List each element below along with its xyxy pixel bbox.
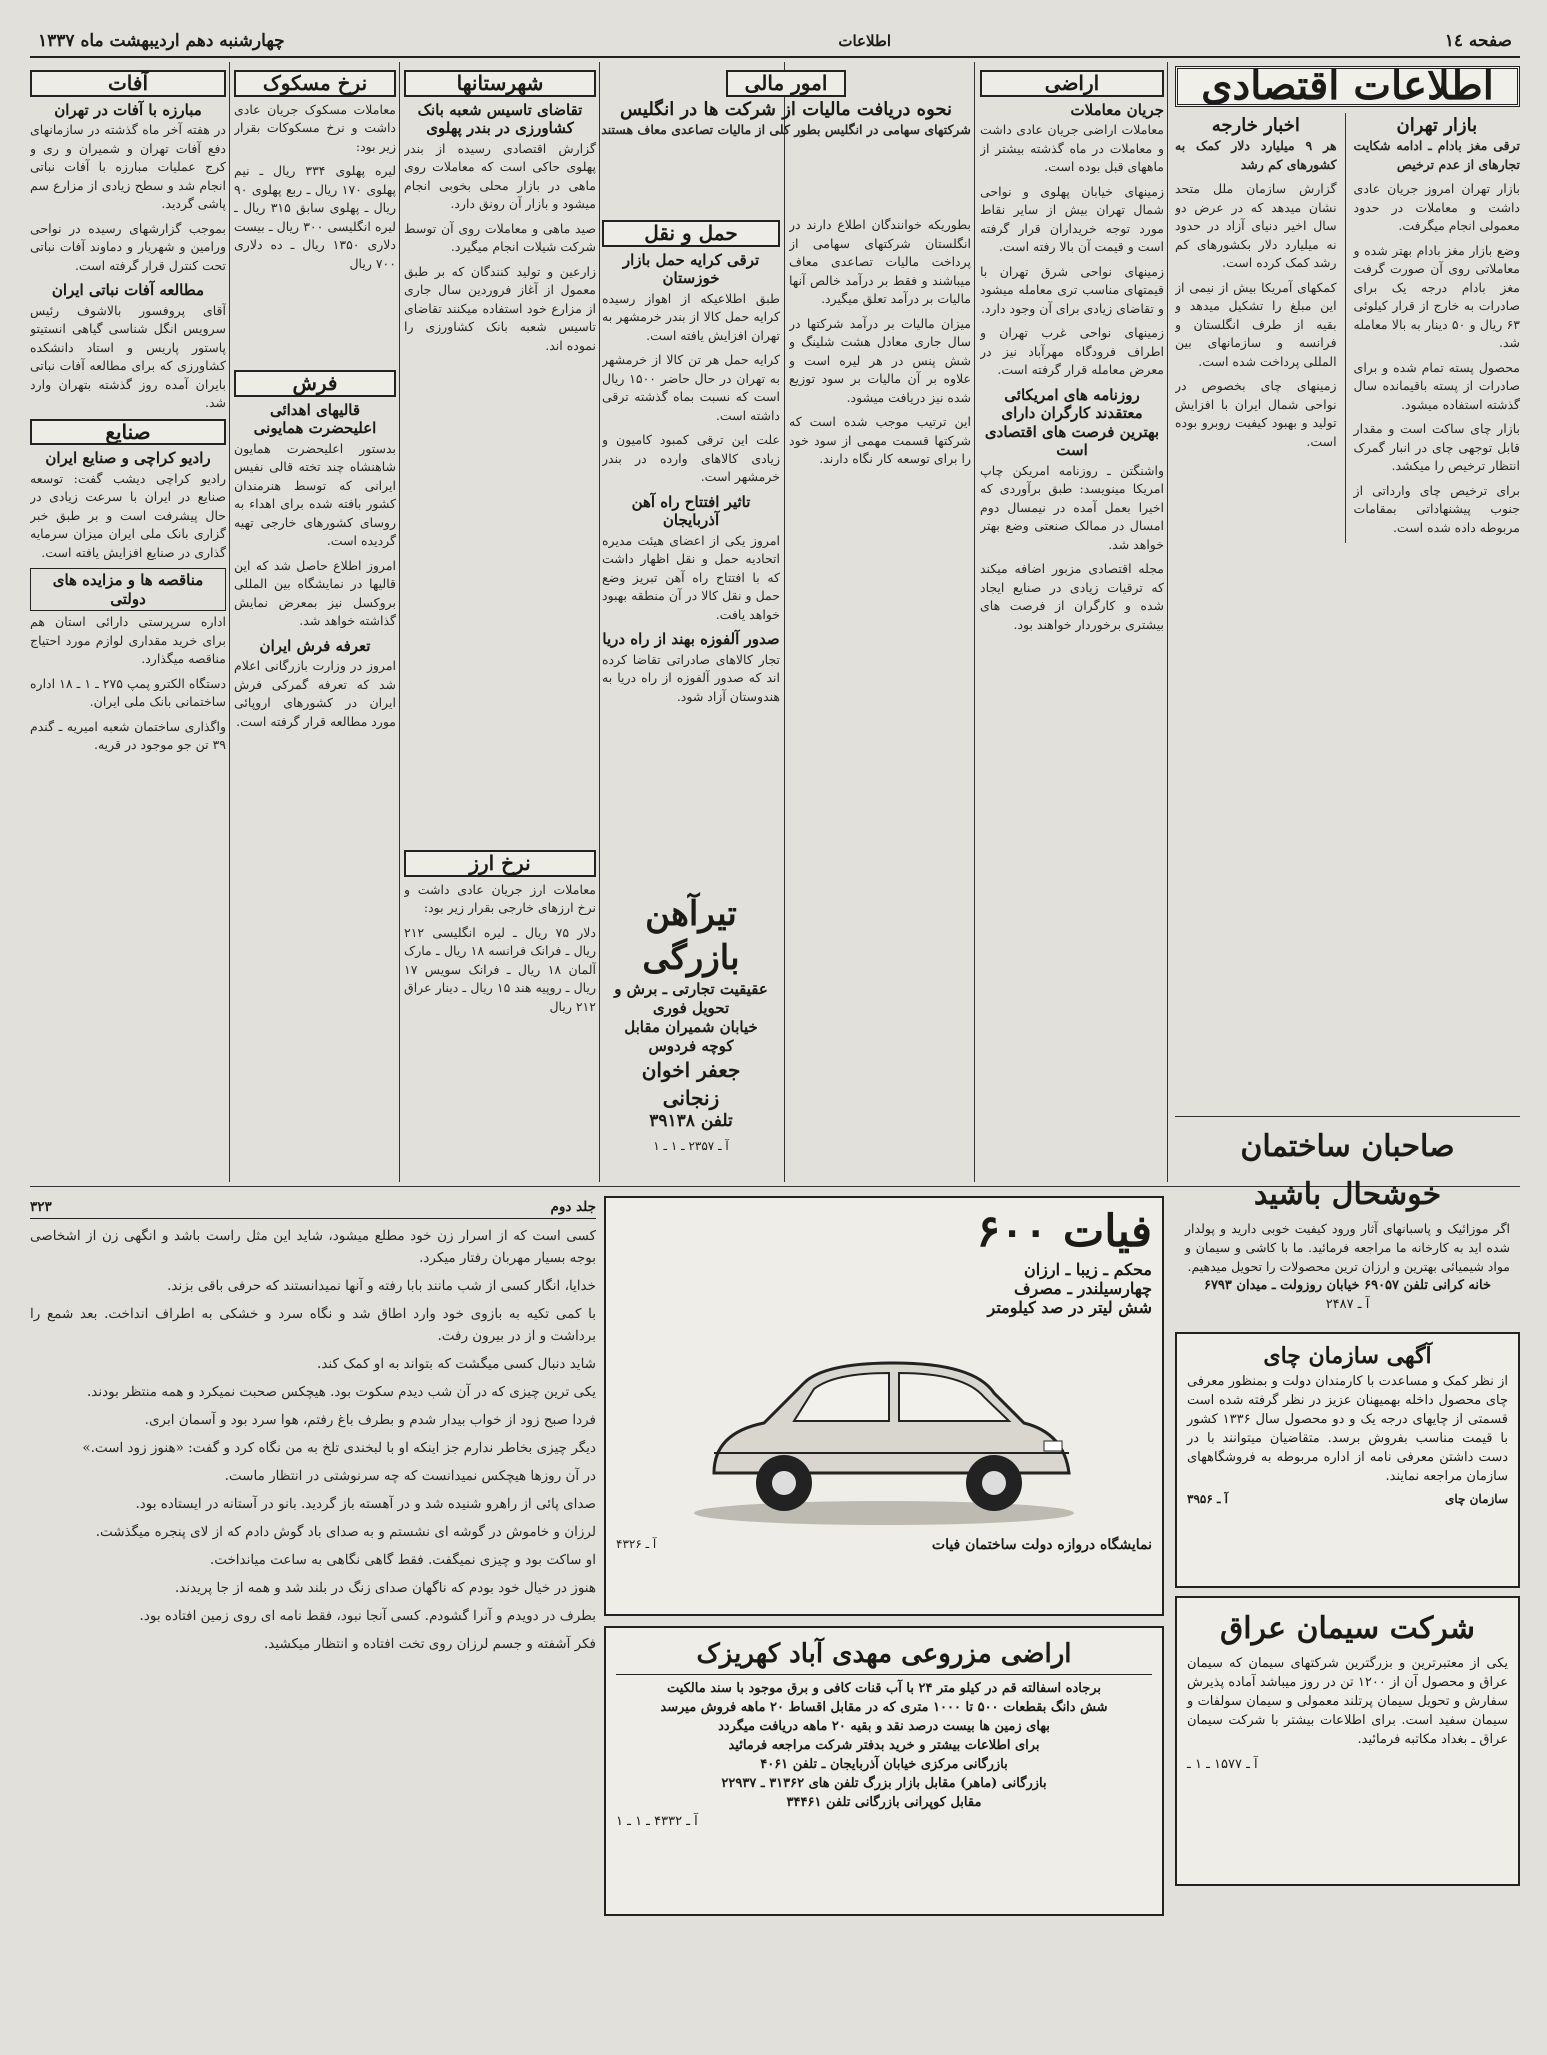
pests-p3: آقای پروفسور بالاشوف رئیس سرویس انگل شناسی گیاهی انستیتو پاستور پاریس و استاد دانشکده کشاورزی که برای مطالعه آفات نباتی بایران آمده روز گذشته بتهران وارد شد. [30, 302, 226, 410]
us-report-p2: مجله اقتصادی مزبور اضافه میکند که ترقیات زیادی در صنایع ایجاد شده و کارگران از فرصت های بیشتری برخوردار خواهند بود. [980, 561, 1164, 632]
economic-section [1175, 66, 1520, 1116]
pests-p1: در هفته آخر ماه گذشته در سازمانهای دفع آفات تهران و شمیران و ری و کرج عملیات مبارزه با آفات نباتی انجام شد و سطح زیادی از مزارع سم پاشی گردید. [30, 122, 226, 211]
steel-ad-serial: آ ـ ۲۳۵۷ ـ ۱ ـ ۱ [653, 1139, 729, 1153]
mahdiabad-ad-line1: برجاده اسفالته قم در کیلو متر ۲۴ با آب قنات کافی و برق موجود با سند مالکیت [666, 1681, 1102, 1696]
coin-p1: معاملات مسکوک جریان عادی داشت و نرخ مسکوکات بقرار زیر بود: [234, 101, 396, 154]
carpet-p1: بدستور اعلیحضرت همایون شاهنشاه چند تخته قالی نفیس ایرانی که توسط هنرمندان کشور بافته شده برای اهداء به روسای کشورهای خارجی تهیه گردیده است. [234, 440, 396, 548]
cement-ad-title: شرکت سیمان عراق [1219, 1611, 1476, 1646]
exchange-title: نرخ ارز [404, 850, 596, 877]
provinces-p1: گزارش اقتصادی رسیده از بندر پهلوی حاکی است که معاملات روی ماهی در بازار محلی بخوبی انجام میشود و بازار آن رونق دارد. [404, 140, 596, 211]
story-p2: خدایا، انگار کسی از شب مانند بابا رفته و آنها نمیدانستند که حرفی باقی بزند. [167, 1278, 596, 1294]
foreign-news-title: اخبار خارجه [1211, 114, 1300, 136]
builders-ad-title: صاحبان ساختمان خوشحال باشید [1240, 1129, 1455, 1212]
steel-ad-title: تیرآهن بازرگی [642, 894, 740, 978]
steel-ad-line1: عقیقیت تجارتی ـ برش و تحویل فوری [614, 980, 768, 1017]
foreign-news-p1: گزارش سازمان ملل متحد نشان میدهد که در عرض دو سال اخیر دنیای آزاد در حدود نه میلیارد دلار بکشورهای کم رشد کمک کرده است. [1175, 181, 1337, 270]
carpet-sub: قالیهای اهدائی اعلیحضرت همایونی [253, 400, 377, 437]
transport-sub2: تاثیر افتتاح راه آهن آذربایجان [631, 492, 751, 529]
cement-ad [1175, 1596, 1520, 1886]
mahdiabad-ad-line3: بهای زمین ها بیست درصد نقد و بقیه ۲۰ ماهه دریافت میگردد [718, 1719, 1050, 1734]
tea-ad-text: از نظر کمک و مساعدت با کارمندان دولت و بمنظور معرفی چای محصول داخله بهمیهنان عزیز در نظر گرفته شده است قسمتی از چایهای درجه یک و دو محصول سال ۱۳۳۶ کشور با قیمت مناسب بفروش برسد. متقاضیان میتوانند با در دست داشتن معرفی نامه از اداره مربوطه به فروشگاههای سازمان مراجعه نمایند. [1187, 1374, 1509, 1484]
carpet-section [234, 366, 396, 1176]
story-volume: جلد دوم [550, 1199, 596, 1215]
mahdiabad-land-ad [604, 1626, 1164, 1916]
exchange-p2: دلار ۷۵ ریال ـ لیره انگلیسی ۲۱۲ ریال ـ فرانک فرانسه ۱۸ ریال ـ مارک آلمان ۱۸ ریال ـ فرانک سویس ۱۷ ریال ـ روپیه هند ۱۵ ریال ـ دینار عراق ۲۱۲ ریال [404, 924, 596, 1014]
carpet-p3: امروز در وزارت بازرگانی اعلام شد که تعرفه گمرکی فرش ایران در کشورهای اروپائی مورد مطالعه قرار گرفته است. [234, 658, 396, 729]
provinces-p2: صید ماهی و معاملات روی آن توسط شرکت شیلات انجام میگیرد. [404, 220, 596, 254]
transport-p2: کرایه حمل هر تن کالا از خرمشهر به تهران در حال حاضر ۱۵۰۰ ریال است که نسبت بماه گذشته ترقی داشته است. [602, 352, 780, 423]
provinces-p3: زارعین و تولید کنندگان که بر طبق معمول از آغاز فروردین سال جاری از مزارع خود استفاده میکنند تقاضای تاسیس شعبه بانک کشاورزی را نموده اند. [404, 263, 596, 353]
finance-p2: میزان مالیات بر درآمد شرکتها در سال جاری معادل هشت شلینگ و شش پنس در هر لیره است و علاوه بر آن مالیات بر سود توزیع شده نیز دریافت میشود. [789, 315, 971, 405]
mahdiabad-ad-serial: آ ـ ۴۳۳۲ ـ ۱ ـ ۱ [616, 1814, 698, 1829]
lands-p4: زمینهای نواحی غرب تهران و اطراف فرودگاه مهرآباد نیز در معرض معامله قرار گرفته است. [980, 325, 1164, 377]
pests-sub: مبارزه با آفات در تهران [54, 100, 202, 119]
foreign-news-p2: کمکهای آمریکا بیش از نیمی از این مبلغ را تشکیل میدهد و بقیه از طرف انگلستان و فرانسه و سازمانهای بین المللی پرداخت شده است. [1175, 279, 1337, 369]
tehran-market-p3: محصول پسته تمام شده و برای صادرات از پسته باقیمانده سال گذشته استفاده میشود. [1353, 359, 1520, 412]
story-page-number: ٣٢٣ [30, 1199, 52, 1215]
builders-ad-serial: آ ـ ۲۴۸۷ [1325, 1297, 1370, 1312]
industry-p1: رادیو کراچی دیشب گفت: توسعه صنایع در ایران با سرعت زیادی در حال پیشرفت است و بر طبق خبر گزاری بانک ملی ایران میزان سرمایه گذاری در صنایع افزایش یافته است. [30, 470, 226, 560]
story-p5: یکی ترین چیزی که در آن شب دیدم سکوت بود. هیچکس صحبت نمیکرد و همه منتظر بودند. [86, 1384, 596, 1400]
story-p14: فکر آشفته و جسم لرزان روی تخت افتاده و انتظار میکشید. [264, 1636, 596, 1652]
steel-ad-line2: خیابان شمیران مقابل کوچه فردوس [624, 1018, 758, 1055]
serial-story [30, 1196, 596, 1916]
page-header [30, 26, 1520, 58]
steel-ad-line3: جعفر اخوان زنجانی [641, 1058, 741, 1110]
fiat-ad-line2: چهارسیلندر ـ مصرف [1013, 1279, 1152, 1298]
tea-ad [1175, 1332, 1520, 1588]
story-p12: هنوز در خیال خود بودم که ناگهان صدای زنگ در بلند شد و همه از جا پریدند. [175, 1580, 596, 1596]
steel-ad-phone: تلفن ۳۹۱۳۸ [649, 1111, 733, 1131]
industry-title: صنایع [30, 419, 226, 446]
exchange-p1: معاملات ارز جریان عادی داشت و نرخ ارزهای خارجی بقرار زیر بود: [404, 881, 596, 915]
exchange-section [404, 846, 596, 1176]
story-p8: در آن روزها هیچکس نمیدانست که چه سرنوشتی در انتظار ماست. [224, 1468, 596, 1484]
tea-ad-serial: آ ـ ۳۹۵۶ [1187, 1492, 1228, 1506]
story-p10: لرزان و خاموش در گوشه ای نشستم و به صدای باد گوش دادم که از لای پنجره میگذشت. [95, 1524, 596, 1540]
tea-ad-footer [1187, 1492, 1508, 1506]
fiat-ad-brand: فیات ۶۰۰ [976, 1206, 1152, 1257]
page-number: صفحه ١٤ [1444, 31, 1512, 51]
builders-ad [1175, 1116, 1520, 1326]
finance-sub: شرکتهای سهامی در انگلیس بطور کلی از مالیات تصاعدی معاف هستند [601, 122, 971, 137]
cement-ad-serial: آ ـ ۱۵۷۷ ـ ۱ ـ [1187, 1757, 1258, 1772]
builders-ad-text: اگر موزائیک و پاسبانهای آثار ورود کیفیت خوبی دارید و پولدار شده اید به کارخانه ما مراجعه فرمائید. ما با کاشی و سیمان و مواد شیمیائی بهترین و ارزان ترین محصولات را تحویل میدهیم. [1185, 1221, 1510, 1274]
transport-sub3: صدور آلفوزه بهند از راه دریا [602, 630, 780, 648]
us-report-p1: واشنگتن ـ روزنامه امریکن چاپ امریکا مینویسد: طبق برآوردی که اخیرا بعمل آمده در نیمسال دوم امسال در ممالک صنعتی وضع بهتر خواهد شد. [980, 462, 1164, 552]
pests-title: آفات [30, 70, 226, 97]
fiat-ad-foot-text: نمایشگاه دروازه دولت ساختمان فیات [931, 1537, 1152, 1553]
carpet-title: فرش [234, 370, 396, 397]
coin-section [234, 66, 396, 366]
tehran-market-p2: وضع بازار مغز بادام بهتر شده و معاملاتی روی آن صورت گرفت مغز بادام درجه یک برای صادرات به خارج از قرار کیلوئی ۶۳ ریال و ۵۰ دینار به بالا معامله شد. [1353, 242, 1520, 350]
story-p4: شاید دنبال کسی میگشت که بتواند به او کمک کند. [317, 1356, 596, 1372]
fiat-car-illustration [674, 1323, 1094, 1533]
steel-beam-ad [602, 886, 780, 1176]
fiat-ad [604, 1196, 1164, 1616]
pests-p2: بموجب گزارشهای رسیده در نواحی ورامین و شهریار و دماوند آفات نباتی تحت کنترل قرار گرفته است. [30, 220, 226, 273]
cement-ad-text: یکی از معتبرترین و بزرگترین شرکتهای سیمان که سیمان عراق و محصول آن از ۱۲۰۰ تن در روز میباشد آماده پذیرش سفارش و تحویل سیمان پرتلند معمولی و سیمان سولفات و سیمان سفید است. برای اطلاعات بیشتر با شرکت سیمان عراق ـ بغداد مکاتبه فرمائید. [1187, 1656, 1508, 1747]
tender-p1: اداره سرپرستی دارائی استان هم برای خرید مقداری لوازم مورد احتیاج مناقصه میگذارد. [30, 614, 226, 666]
tender-title: مناقصه ها و مزایده های دولتی [30, 568, 226, 611]
mahdiabad-ad-line2: شش دانگ بقطعات ۵۰۰ تا ۱۰۰۰ متری که در مقابل اقساط ۲۰ ماهه فروش میرسد [660, 1700, 1108, 1715]
fiat-ad-footer [616, 1537, 1152, 1553]
newspaper-page [30, 26, 1520, 2036]
transport-p1: طبق اطلاعیکه از اهواز رسیده کرایه حمل کالا از بندر خرمشهر به تهران افزایش یافته است. [602, 290, 780, 343]
mahdiabad-ad-line4: برای اطلاعات بیشتر و خرید بدفتر شرکت مراجعه فرمائید [728, 1738, 1040, 1753]
lands-p2: زمینهای خیابان پهلوی و نواحی شمال تهران بیش از سایر نقاط مورد توجه خریداران قرار گرفته است و قیمت آن بالا رفته است. [980, 183, 1164, 254]
carpet-p2: امروز اطلاع حاصل شد که این قالیها در نمایشگاه بین المللی بروکسل نیز بمعرض نمایش گذاشته خواهد شد. [234, 557, 396, 628]
mahdiabad-ad-title: اراضی مزروعی مهدی آباد کهریزک [616, 1634, 1152, 1675]
foreign-news-sub: هر ۹ میلیارد دلار کمک به کشورهای کم رشد [1175, 138, 1337, 172]
mahdiabad-ad-line7: مقابل کوپرانی بازرگانی تلفن ۳۴۴۶۱ [786, 1795, 982, 1810]
transport-p3: علت این ترقی کمبود کامیون و زیادی کالاهای وارده در بندر خرمشهر است. [602, 432, 780, 484]
foreign-news-p3: زمینهای چای بخصوص در نواحی شمال ایران با افزایش تولید و بهبود کیفیت روبرو بوده است. [1175, 378, 1337, 449]
mahdiabad-ad-line5: بازرگانی مرکزی خیابان آذربایجان ـ تلفن ۴۰۶۱ [760, 1757, 1008, 1772]
provinces-section [404, 66, 596, 846]
finance-section [601, 66, 971, 216]
mahdiabad-ad-line6: بازرگانی (ماهر) مقابل بازار بزرگ تلفن های ۳۱۳۶۲ ـ ۲۲۹۳۷ [721, 1776, 1047, 1791]
fiat-ad-line3: شش لیتر در صد کیلومتر [987, 1298, 1152, 1317]
carpet-sub2: تعرفه فرش ایران [259, 636, 371, 655]
finance-title: امور مالی [726, 70, 846, 97]
lands-sub: جریان معاملات [1070, 100, 1164, 119]
transport-section [602, 216, 780, 871]
issue-date: چهارشنبه دهم اردیبهشت ماه ١٣٣٧ [38, 31, 285, 51]
story-p11: او ساکت بود و چیزی نمیگفت. فقط گاهی نگاهی به ساعت میانداخت. [209, 1552, 596, 1568]
tea-ad-sign: سازمان چای [1444, 1492, 1508, 1506]
lands-p1: معاملات اراضی جریان عادی داشت و معاملات در ماه گذشته بیشتر از ماههای قبل بوده است. [980, 122, 1164, 174]
transport-sub: ترقی کرایه حمل بازار خوزستان [622, 250, 760, 287]
pests-section [30, 66, 226, 1181]
pests-sub2: مطالعه آفات نباتی ایران [51, 281, 205, 299]
finance-p1: بطوریکه خوانندگان اطلاع دارند در انگلستان شرکتهای سهامی از پرداخت مالیات تصاعدی معاف میباشند و فقط بر درآمد خالص آنها مالیات بر درآمد تعلق میگیرد. [789, 217, 971, 306]
us-report-title: روزنامه های امریکائی معتقدند کارگران دارای بهترین فرصت های اقتصادی است [984, 385, 1160, 459]
story-p6: فردا صبح زود از خواب بیدار شدم و بطرف باغ رفتم، هوا سرد بود و آسمان ابری. [144, 1412, 596, 1428]
builders-ad-phone: خانه کرانی تلفن ۶۹۰۵۷ خیابان روزولت ـ میدان ۶۷۹۳ [1203, 1278, 1492, 1293]
transport-p4: امروز یکی از اعضای هیئت مدیره اتحادیه حمل و نقل اظهار داشت که با افتتاح راه آهن تبریز وضع حمل و نقل کالا در آن منطقه بهبود خواهد یافت. [602, 532, 780, 622]
tender-p3: واگذاری ساختمان شعبه امیریه ـ گندم ۳۹ تن جو موجود در قریه. [30, 718, 226, 752]
fiat-ad-serial: آ ـ ۴۳۲۶ [616, 1537, 657, 1551]
industry-sub: رادیو کراچی و صنایع ایران [45, 449, 211, 467]
tehran-market-title: بازار تهران [1396, 114, 1478, 136]
story-p1: کسی است که از اسرار زن خود مطلع میشود، شاید این مثل راست باشد و انگهی زن از اشخاصی بوجه بسیار مهربان رفتار میکرد. [30, 1228, 596, 1266]
tea-ad-title: آگهی سازمان چای [1263, 1343, 1432, 1369]
story-p9: صدای پائی از راهرو شنیده شد و در آهسته باز گردید. بانو در آستانه در ایستاده بود. [135, 1496, 596, 1512]
finance-p3: این ترتیب موجب شده است که شرکتها قسمت مهمی از سود خود را برای توسعه کار نگاه دارند. [789, 414, 971, 466]
tender-p2: دستگاه الکترو پمپ ۲۷۵ ـ ۱ ـ ۱۸ اداره ساختمانی بانک ملی ایران. [30, 675, 226, 709]
story-p3: با کمی تکیه به بازوی خود وارد اطاق شد و نگاه سرد و خشکی به اطراف انداخت. بعد شمع را برداشت و از در بیرون رفت. [30, 1306, 596, 1344]
lands-p3: زمینهای نواحی شرق تهران با قیمتهای مناسب تری معامله میشود و تقاضای زیادی برای آن وجود دارد. [980, 263, 1164, 316]
coin-p2: لیره پهلوی ۳۳۴ ریال ـ نیم پهلوی ۱۷۰ ریال ـ ربع پهلوی ۹۰ ریال ـ پهلوی سابق ۳۱۵ ریال ـ لیره انگلیسی ۳۰۰ ریال ـ بیست دلاری ۱۳۵۰ ریال ـ ده دلاری ۷۰۰ ریال [234, 163, 396, 271]
tehran-market-p4: بازار چای ساکت است و مقدار قابل توجهی چای در انبار گمرک انتظار ترخیص را میکشد. [1353, 421, 1520, 473]
provinces-sub: تقاضای تاسیس شعبه بانک کشاورزی در بندر پهلوی [417, 100, 583, 137]
provinces-title: شهرستانها [404, 70, 596, 97]
economic-masthead: اطلاعات اقتصادی [1175, 66, 1520, 107]
story-p7: دیگر چیزی بخاطر ندارم جز اینکه او با لبخندی تلخ به من نگاه کرد و گفت: «هنوز زود است.» [82, 1440, 596, 1456]
tehran-market-block [1354, 113, 1520, 544]
lands-title: اراضی [980, 70, 1164, 97]
story-p13: بطرف در دویدم و آنرا گشودم. کسی آنجا نبود، فقط نامه ای روی زمین افتاده بود. [139, 1608, 596, 1624]
foreign-news-block [1175, 113, 1337, 544]
finance-body [789, 216, 971, 1176]
transport-p5: تجار کالاهای صادراتی تقاضا کرده اند که صدور آلفوزه از راه دریا به هندوستان آزاد شود. [602, 651, 780, 704]
tehran-market-p1: بازار تهران امروز جریان عادی داشت و معاملات در حدود معمولی انجام میگرفت. [1353, 181, 1520, 233]
finance-headline: نحوه دریافت مالیات از شرکت ها در انگلیس [619, 98, 953, 120]
coin-title: نرخ مسکوک [234, 70, 396, 97]
fiat-ad-line1: محکم ـ زیبا ـ ارزان [1023, 1260, 1152, 1279]
lands-section [980, 66, 1164, 1181]
tehran-market-sub: ترقی مغز بادام ـ ادامه شکایت تجارهای از عدم ترخیص [1353, 138, 1520, 172]
newspaper-name: اطلاعات [838, 32, 892, 50]
transport-title: حمل و نقل [602, 220, 780, 247]
tehran-market-p5: برای ترخیص چای وارداتی از جنوب پیشنهاداتی بمقامات مربوطه داده شده است. [1353, 482, 1520, 535]
